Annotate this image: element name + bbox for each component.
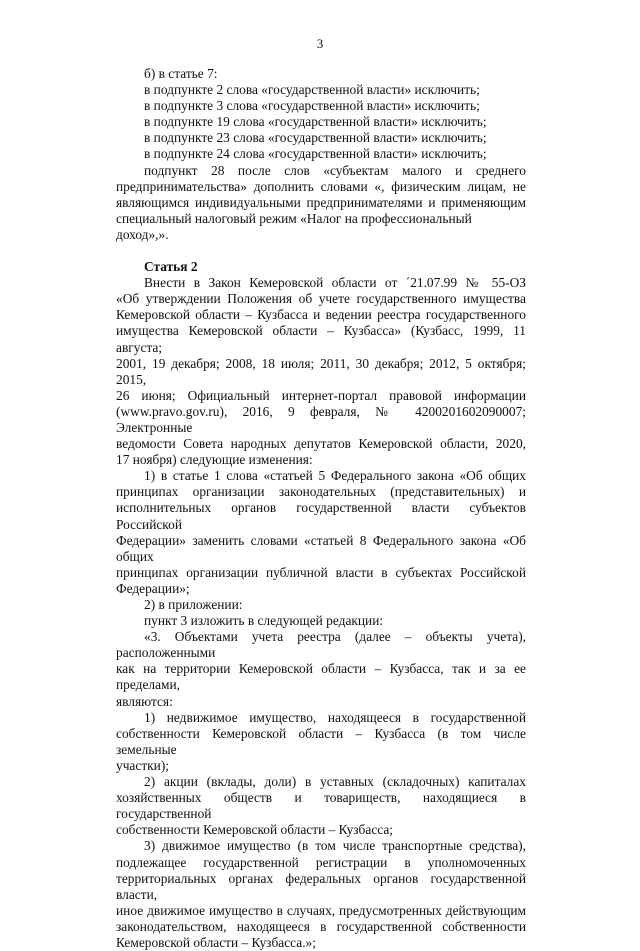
text-line: 1) недвижимое имущество, находящееся в государственной: [144, 709, 526, 725]
article7-intro: б) в статье 7:: [144, 66, 218, 81]
text-line: принципах организации законодательных (представительных) и: [116, 484, 526, 500]
text-line: Внести в Закон Кемеровской области от ´21.07.99 № 55-ОЗ: [144, 275, 526, 291]
text-line: «Об утверждении Положения об учете государственного имущества: [116, 291, 526, 307]
text-line: специальный налоговый режим «Налог на профессиональный доход»,».: [116, 210, 472, 242]
text-line: хозяйственных обществ и товариществ, находящиеся в государственной: [116, 790, 526, 822]
text-line: подпункт 28 после слов «субъектам малого и среднего: [144, 162, 526, 178]
list-item: в подпункте 2 слова «государственной власти» исключить;: [144, 82, 480, 98]
document-body: [116, 66, 526, 951]
text-line: имущества Кемеровской области – Кузбасса» (Кузбасс, 1999, 11 августа;: [116, 323, 526, 355]
point-3-intro: пункт 3 изложить в следующей редакции:: [144, 613, 384, 629]
text-line: законодательством, находящееся в государственной собственности: [116, 918, 526, 934]
text-line: «3. Объектами учета реестра (далее – объекты учета), расположенными: [116, 629, 526, 661]
text-line: 2) акции (вклады, доли) в уставных (складочных) капиталах: [144, 774, 526, 790]
page-number: 3: [316, 36, 324, 51]
text-line: принципах организации публичной власти в субъектах Российской: [116, 564, 526, 580]
subpoint-28-paragraph: [116, 163, 526, 243]
text-line: (www.pravo.gov.ru), 2016, 9 февраля, № 4200201602090007; Электронные: [116, 403, 526, 435]
text-line: ведомости Совета народных депутатов Кемеровской области, 2020,: [116, 436, 526, 452]
text-line: собственности Кемеровской области – Кузбасса (в том числе земельные: [116, 725, 526, 757]
text-line: как на территории Кемеровской области – Кузбасса, так и за ее пределами,: [116, 661, 526, 693]
list-item: в подпункте 3 слова «государственной власти» исключить;: [144, 98, 480, 114]
subitem-1: [116, 710, 526, 774]
list-item: в подпункте 24 слова «государственной власти» исключить;: [144, 146, 487, 162]
text-line: предпринимательства» дополнить словами «, физическим лицам, не: [116, 178, 526, 194]
text-line: участки);: [116, 757, 170, 773]
text-line: Кемеровской области – Кузбасса и ведении реестра государственного: [116, 307, 526, 323]
article2-paragraph: [116, 275, 526, 468]
list-item: в подпункте 23 слова «государственной власти» исключить;: [144, 130, 487, 146]
subitem-3: [116, 838, 526, 951]
list-item: в подпункте 19 слова «государственной власти» исключить;: [144, 114, 487, 130]
text-line: являющимся индивидуальными предпринимателями и применяющим: [116, 194, 526, 210]
text-line: Кемеровской области – Кузбасса.»;: [116, 934, 316, 950]
text-line: 3) движимое имущество (в том числе транспортные средства),: [144, 838, 526, 854]
text-line: Федерации»;: [116, 580, 190, 596]
text-line: Федерации» заменить словами «статьей 8 Федерального закона «Об общих: [116, 532, 526, 564]
point-3-paragraph: [116, 629, 526, 709]
text-line: 2001, 19 декабря; 2008, 18 июля; 2011, 30 декабря; 2012, 5 октября; 2015,: [116, 355, 526, 387]
amendment-item-2: 2) в приложении:: [144, 597, 243, 612]
text-line: иное движимое имущество в случаях, предусмотренных действующим: [116, 902, 526, 918]
text-line: 17 ноября) следующие изменения:: [116, 452, 313, 468]
text-line: являются:: [116, 693, 173, 709]
text-line: подлежащее государственной регистрации в уполномоченных: [116, 854, 526, 870]
text-line: 26 июня; Официальный интернет-портал правовой информации: [116, 387, 526, 403]
text-line: территориальных органах федеральных органов государственной власти,: [116, 870, 526, 902]
text-line: собственности Кемеровской области – Кузбасса;: [116, 822, 394, 838]
subitem-2: [116, 774, 526, 838]
text-line: 1) в статье 1 слова «статьей 5 Федерального закона «Об общих: [144, 468, 526, 484]
text-line: исполнительных органов государственной власти субъектов Российской: [116, 500, 526, 532]
amendment-item-1: [116, 468, 526, 597]
article-heading: Статья 2: [144, 259, 198, 275]
